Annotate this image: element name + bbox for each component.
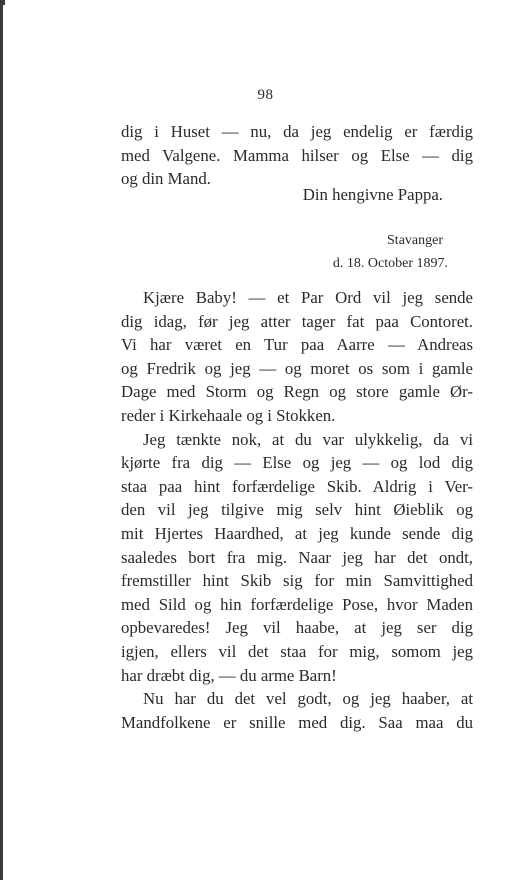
text-line: og din Mand. (121, 169, 211, 189)
paragraph (121, 687, 473, 734)
paragraph (121, 428, 473, 688)
text-line: den vil jeg tilgive mig selv hint Øieblik og (121, 500, 473, 520)
text-line: Jeg tænkte nok, at du var ulykkelig, da vi (143, 429, 473, 449)
text-line: staa paa hint forfærdelige Skib. Aldrig i Ver- (121, 476, 473, 496)
scan-corner (0, 0, 5, 5)
text-line: opbevaredes! Jeg vil haabe, at jeg ser dig (121, 618, 473, 638)
text-line: Mandfolkene er snille med dig. Saa maa du (121, 712, 473, 732)
text-line: Dage med Storm og Regn og store gamle Ør- (121, 382, 473, 402)
text-line: med Valgene. Mamma hilser og Else — dig (121, 145, 473, 165)
text-line: Nu har du det vel godt, og jeg haaber, at (143, 689, 473, 709)
closing-text (121, 120, 473, 191)
letter-place: Stavanger (387, 233, 443, 248)
signature: Din hengivne Pappa. (302, 185, 443, 204)
text-line: kjørte fra dig — Else og jeg — og lod dig (121, 453, 473, 473)
text-line: igjen, ellers vil det staa for mig, somom jeg (121, 641, 473, 661)
text-line: mit Hjertes Haardhed, at jeg kunde sende dig (121, 523, 473, 543)
text-line: reder i Kirkehaale og i Stokken. (121, 405, 336, 425)
text-line: har dræbt dig, — du arme Barn! (121, 665, 337, 685)
text-line: Kjære Baby! — et Par Ord vil jeg sende (143, 288, 473, 307)
text-line: med Sild og hin forfærdelige Pose, hvor Maden (121, 594, 473, 614)
letter-date: d. 18. October 1897. (332, 256, 448, 271)
scan-edge (0, 0, 3, 880)
text-line: Vi har været en Tur paa Aarre — Andreas (121, 335, 473, 355)
page-number: 98 (257, 87, 274, 103)
text-line: fremstiller hint Skib sig for min Samvittighed (121, 571, 473, 591)
text-line: dig i Huset — nu, da jeg endelig er færdig (121, 122, 473, 141)
text-line: og Fredrik og jeg — og moret os som i gamle (121, 358, 473, 378)
paragraph (121, 286, 473, 428)
text-line: saaledes bort fra mig. Naar jeg har det ondt, (121, 547, 473, 567)
letter-body (121, 286, 473, 734)
text-line: dig idag, før jeg atter tager fat paa Contoret. (121, 311, 473, 331)
